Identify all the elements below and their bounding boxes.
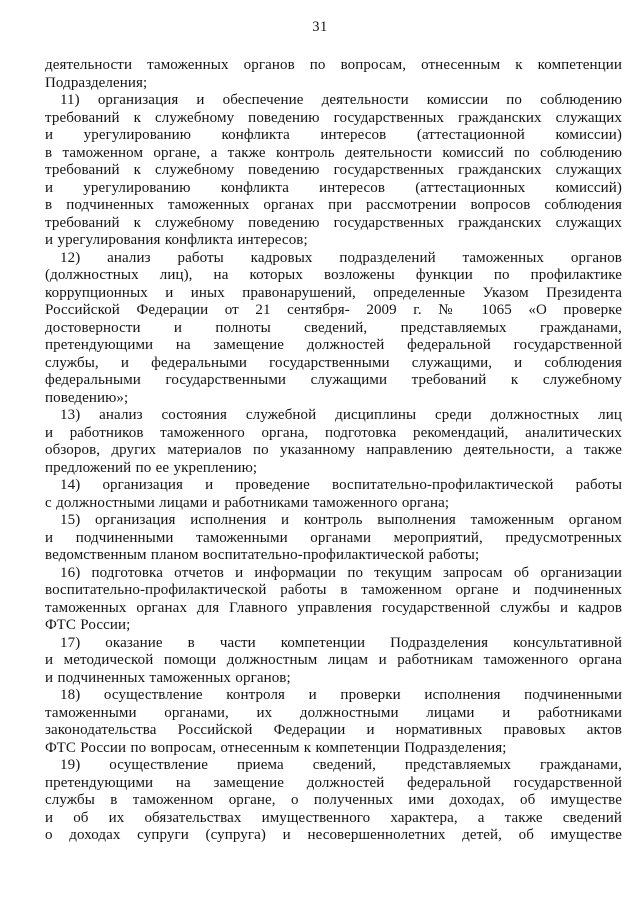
paragraph: [45, 57, 622, 92]
text-line: требований к служебному поведению государственных гражданских служащих: [45, 109, 622, 126]
text-line: ведомственным планом воспитательно-профилактической работы;: [45, 547, 480, 563]
text-line: и урегулированию конфликта интересов (аттестационной комиссии): [45, 127, 622, 143]
text-line: 14) организация и проведение воспитательно-профилактической работы: [60, 477, 622, 493]
text-body: [45, 57, 622, 845]
paragraph: [45, 407, 622, 477]
text-line: требований к служебному поведению государственных гражданских служащих: [45, 162, 622, 178]
text-line: претендующими на замещение должностей федеральной государственной: [45, 774, 622, 791]
page-number: 31: [312, 19, 328, 35]
text-line: службы, и федеральными государственными служащими, и соблюдения: [45, 354, 622, 371]
text-line: с должностными лицами и работниками таможенного органа;: [45, 494, 450, 511]
text-line: и подчиненных таможенных органов;: [45, 669, 291, 686]
paragraph: [45, 250, 622, 408]
text-line: Подразделения;: [45, 74, 148, 91]
text-line: воспитательно-профилактической работы в таможенном органе и подчиненных: [45, 582, 622, 598]
text-line: службы в таможенном органе, о полученных ими доходах, об имуществе: [45, 792, 622, 808]
text-line: коррупционных и иных правонарушений, определенные Указом Президента: [45, 284, 622, 301]
paragraph: [45, 635, 622, 688]
text-line: федеральными государственными служащими требований к служебному: [45, 372, 622, 388]
text-line: Российской Федерации от 21 сентября- 2009 г. № 1065 «О проверке: [45, 302, 622, 318]
text-line: достоверности и полноты сведений, представляемых гражданами,: [45, 319, 622, 336]
text-line: и об их обязательствах имущественного характера, а также сведений: [45, 809, 622, 826]
text-line: 19) осуществление приема сведений, представляемых гражданами,: [60, 757, 622, 773]
text-line: претендующими на замещение должностей федеральной государственной: [45, 337, 622, 353]
paragraph: [45, 687, 622, 757]
text-line: ФТС России;: [45, 617, 131, 633]
text-line: 12) анализ работы кадровых подразделений таможенных органов: [60, 249, 622, 266]
paragraph: [45, 565, 622, 635]
paragraph: [45, 477, 622, 512]
text-line: 15) организация исполнения и контроль выполнения таможенным органом: [60, 512, 622, 528]
text-line: 17) оказание в части компетенции Подразделения консультативной: [60, 634, 622, 651]
text-line: и методической помощи должностным лицам и работникам таможенного органа: [45, 652, 622, 668]
text-line: требований к служебному поведению государственных гражданских служащих: [45, 214, 622, 231]
text-line: таможенных органах для Главного управления государственной службы и кадров: [45, 599, 622, 616]
text-line: 11) организация и обеспечение деятельности комиссии по соблюдению: [60, 92, 622, 108]
text-line: деятельности таможенных органов по вопросам, отнесенным к компетенции: [45, 57, 622, 73]
paragraph: [45, 92, 622, 250]
text-line: и урегулированию конфликта интересов (аттестационных комиссий): [45, 179, 622, 196]
text-line: предложений по ее укреплению;: [45, 459, 258, 476]
text-line: 13) анализ состояния служебной дисциплины среди должностных лиц: [60, 407, 622, 423]
text-line: в подчиненных таможенных органах при рассмотрении вопросов соблюдения: [45, 197, 622, 213]
text-line: и урегулирования конфликта интересов;: [45, 232, 308, 248]
text-line: законодательства Российской Федерации и нормативных правовых актов: [45, 722, 622, 738]
text-line: в таможенном органе, а также контроль деятельности комиссий по соблюдению: [45, 144, 622, 161]
paragraph: [45, 512, 622, 565]
text-line: и работников таможенного органа, подготовка рекомендаций, аналитических: [45, 424, 622, 441]
text-line: обзоров, других материалов по указанному направлению деятельности, а также: [45, 442, 622, 458]
text-line: и подчиненными таможенными органами мероприятий, предусмотренных: [45, 529, 622, 546]
text-line: (должностных лиц), на которых возложены функции по профилактике: [45, 267, 622, 283]
text-line: поведению»;: [45, 389, 129, 406]
text-line: таможенными органами, их должностными лицами и работниками: [45, 704, 622, 721]
paragraph: [45, 757, 622, 845]
text-line: ФТС России по вопросам, отнесенным к компетенции Подразделения;: [45, 739, 507, 756]
text-line: 18) осуществление контроля и проверки исполнения подчиненными: [60, 687, 622, 703]
text-line: 16) подготовка отчетов и информации по текущим запросам об организации: [60, 564, 622, 581]
text-line: о доходах супруги (супруга) и несовершеннолетних детей, об имуществе: [45, 827, 622, 843]
